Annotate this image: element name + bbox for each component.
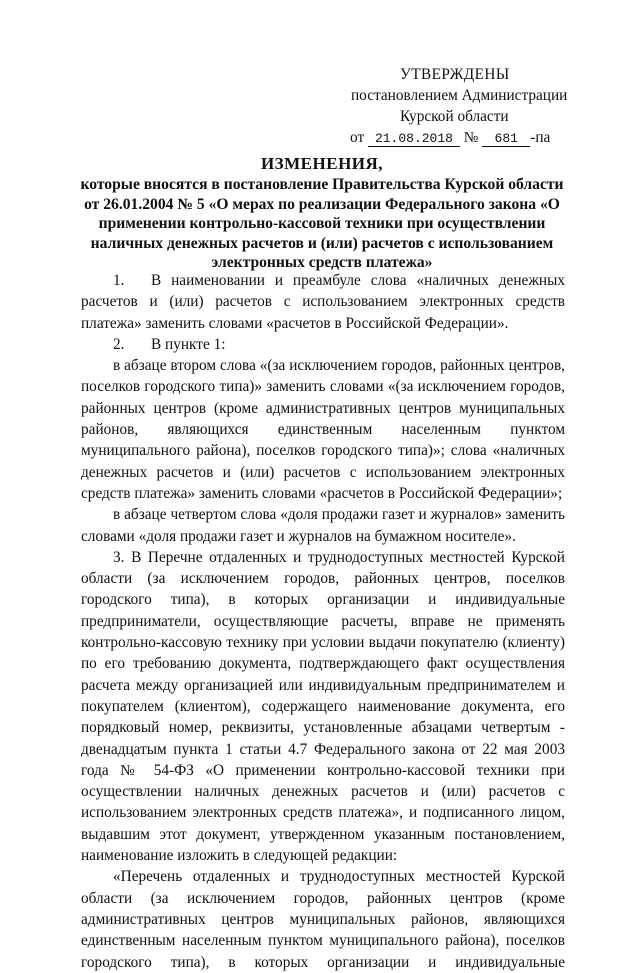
approval-heading: УТВЕРЖДЕНЫ [400, 66, 510, 83]
paragraph-2-text: В пункте 1: [151, 335, 226, 353]
approval-date-line [338, 127, 578, 148]
approval-date: 21.08.2018 [368, 131, 460, 147]
date-prefix: от [350, 129, 365, 146]
paragraph-2 [81, 334, 565, 355]
paragraph-4: «Перечень отдаленных и труднодоступных местностей Курской области (за исключением городов, районных центров (кроме административных центров муниципальных районов, являющихся единственным населенным пунктом муниципального района), поселков городского типа), в которых организации и индивидуальные [81, 868, 565, 971]
document-title [80, 154, 564, 272]
paragraph-1 [81, 270, 565, 334]
paragraph-2a: в абзаце втором слова «(за исключением городов, районных центров, поселков городского типа)» заменить словами «(за исключением городов, районных центров (кроме административных центров муниципальных районов, являющихся единственным населенным пунктом муниципального района), поселков городского типа)»; слова «наличных денежных расчетов и (или) расчетов с использованием электронных средств платежа» заменить словами «расчетов в Российской Федерации»; [81, 357, 565, 502]
approval-block [338, 64, 578, 148]
approval-number: 681 [482, 131, 530, 147]
number-suffix: -па [530, 129, 551, 146]
paragraph-3: 3. В Перечне отдаленных и труднодоступных местностей Курской области (за исключением городов, районных центров, поселков городского типа), в которых организации и индивидуальные предприниматели, осуществляющие расчеты, вправе не применять контрольно-кассовую технику при условии выдачи покупателю (клиенту) по его требованию документа, подтверждающего факт осуществления расчета между организацией или индивидуальным предпринимателем и покупателем (клиентом), содержащего наименование документа, его порядковый номер, реквизиты, установленные абзацами четвертым - двенадцатым пункта 1 статьи 4.7 Федерального закона от 22 мая 2003 года № 54-ФЗ «О применении контрольно-кассовой техники при осуществлении наличных денежных расчетов и (или) расчетов с использованием электронных средств платежа», и подписанного лицом, выдавшим этот документ, утвержденном указанным постановлением, наименование изложить в следующей редакции: [81, 548, 565, 865]
approval-region: Курской области [400, 108, 509, 125]
title-subtitle: которые вносятся в постановление Правительства Курской области от 26.01.2004 № 5 «О мерах по реализации Федерального закона «О применении контрольно-кассовой техники при осуществлении наличных денежных расчетов и (или) расчетов с использованием электронных средств платежа» [80, 176, 564, 272]
item-number-2: 2. [113, 335, 125, 353]
document-body [81, 270, 565, 973]
title-heading: ИЗМЕНЕНИЯ, [260, 154, 384, 173]
paragraph-1-text: В наименовании и преамбуле слова «наличных денежных расчетов и (или) расчетов с использованием электронных средств платежа» заменить словами «расчетов в Российской Федерации». [81, 272, 565, 332]
number-prefix: № [463, 129, 479, 146]
paragraph-2b: в абзаце четвертом слова «доля продажи газет и журналов» заменить словами «доля продажи газет и журналов на бумажном носителе». [81, 506, 565, 545]
approval-authority: постановлением Администрации [351, 87, 568, 104]
item-number-1: 1. [113, 272, 125, 289]
